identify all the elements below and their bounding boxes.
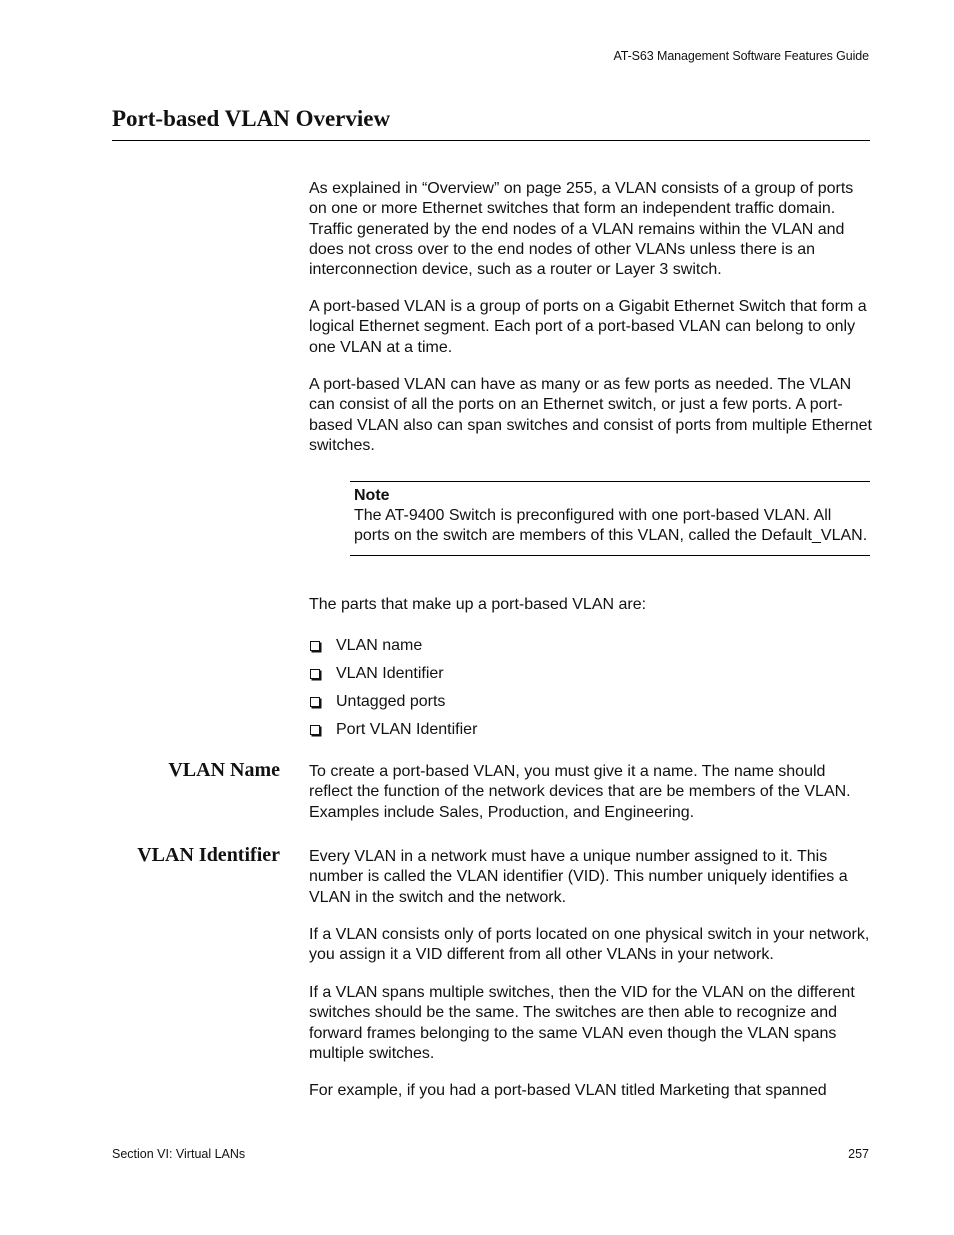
checkbox-bullet-icon [310, 641, 320, 651]
list-item-label: Untagged ports [336, 692, 446, 710]
checkbox-bullet-icon [310, 697, 320, 707]
paragraph-port-count: A port-based VLAN can have as many or as few ports as needed. The VLAN can consist of all the ports on an Ethernet switch, or just a few ports. A port-based VLAN also can span switches and consist of ports from multiple Ethernet switches. [309, 376, 872, 454]
checkbox-bullet-icon [310, 669, 320, 679]
vlan-identifier-paragraph-2: If a VLAN consists only of ports located on one physical switch in your network, you assign it a VID different from all other VLANs in your network. [309, 926, 870, 964]
vlan-identifier-paragraph-1: Every VLAN in a network must have a unique number assigned to it. This number is called the VLAN identifier (VID). This number uniquely identifies a VLAN in the switch and the network. [309, 848, 848, 906]
title-rule [112, 140, 870, 141]
list-item [309, 716, 477, 744]
note-top-rule [350, 481, 870, 482]
note-label: Note [354, 487, 390, 504]
note-text: The AT-9400 Switch is preconfigured with one port-based VLAN. All ports on the switch are members of this VLAN, called the Default_VLAN. [354, 507, 868, 545]
vlan-name-text: To create a port-based VLAN, you must give it a name. The name should reflect the function of the network devices that are be members of the VLAN. Examples include Sales, Production, and Engineering. [309, 763, 851, 821]
list-item-label: VLAN Identifier [336, 664, 444, 682]
list-item-label: Port VLAN Identifier [336, 720, 478, 738]
page-title: Port-based VLAN Overview [112, 106, 391, 131]
vlan-identifier-paragraph-3: If a VLAN spans multiple switches, then the VID for the VLAN on the different switches should be the same. The switches are then able to recognize and forward frames belonging to the same VLAN even though the VLAN spans multiple switches. [309, 984, 855, 1062]
list-item [309, 688, 477, 716]
checkbox-bullet-icon [310, 725, 320, 735]
paragraph-overview: As explained in “Overview” on page 255, a VLAN consists of a group of ports on one or more Ethernet switches that form an independent traffic domain. Traffic generated by the end nodes of a VLAN remains within the VLAN and does not cross over to the end nodes of other VLANs unless there is an interconnection device, such as a router or Layer 3 switch. [309, 180, 854, 279]
vlan-name-heading: VLAN Name [168, 759, 280, 781]
list-item [309, 660, 477, 688]
parts-intro: The parts that make up a port-based VLAN are: [309, 596, 647, 613]
list-item-label: VLAN name [336, 636, 423, 654]
running-head: AT-S63 Management Software Features Guide [613, 49, 869, 63]
footer-section: Section VI: Virtual LANs [112, 1147, 246, 1161]
vlan-identifier-paragraph-4: For example, if you had a port-based VLAN titled Marketing that spanned [309, 1082, 827, 1099]
parts-list [309, 632, 477, 744]
vlan-identifier-heading: VLAN Identifier [137, 844, 280, 866]
note-box [350, 481, 870, 556]
list-item [309, 632, 477, 660]
paragraph-port-based-definition: A port-based VLAN is a group of ports on a Gigabit Ethernet Switch that form a logical Ethernet segment. Each port of a port-based VLAN can belong to only one VLAN at a time. [309, 298, 867, 356]
page-number: 257 [848, 1147, 869, 1161]
note-bottom-rule [350, 555, 870, 556]
